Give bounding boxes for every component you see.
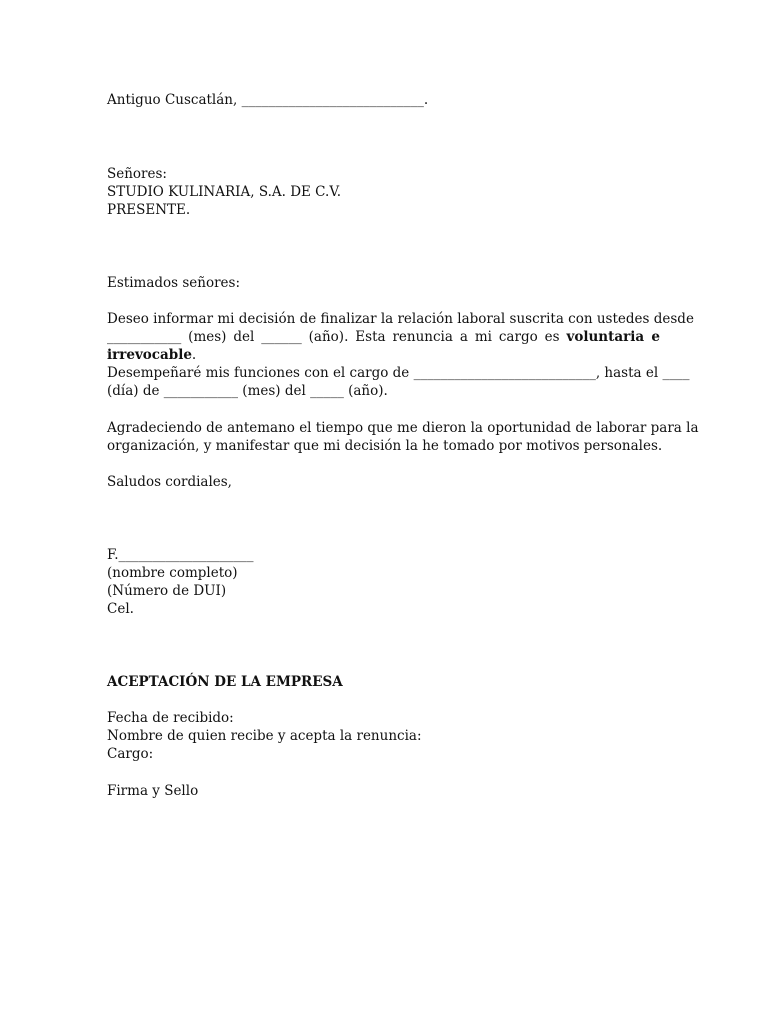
acceptance-heading: ACEPTACIÓN DE LA EMPRESA <box>107 674 343 690</box>
recipient-presente: PRESENTE. <box>107 202 191 218</box>
place-date-line: Antiguo Cuscatlán, ___________________________. <box>107 92 429 108</box>
paragraph1-line3 <box>107 346 196 364</box>
acceptance-firma: Firma y Sello <box>107 783 199 799</box>
signature-cel: Cel. <box>107 601 134 617</box>
closing: Saludos cordiales, <box>107 474 232 490</box>
acceptance-fecha: Fecha de recibido: <box>107 710 234 726</box>
paragraph1-line2-text: ___________ (mes) del ______ (año). Esta renuncia a mi cargo es <box>107 329 560 345</box>
recipient-company: STUDIO KULINARIA, S.A. DE C.V. <box>107 184 341 200</box>
paragraph3-line2: organización, y manifestar que mi decisión la he tomado por motivos personales. <box>107 438 663 454</box>
recipient-salutation: Señores: <box>107 166 167 182</box>
greeting: Estimados señores: <box>107 275 241 291</box>
paragraph1-line1: Deseo informar mi decisión de finalizar la relación laboral suscrita con ustedes desde <box>107 311 694 327</box>
paragraph1-line3-bold: irrevocable <box>107 347 192 363</box>
signature-name: (nombre completo) <box>107 565 238 581</box>
acceptance-nombre: Nombre de quien recibe y acepta la renuncia: <box>107 728 422 744</box>
signature-line: F.____________________ <box>107 547 254 563</box>
paragraph3-line1: Agradeciendo de antemano el tiempo que me dieron la oportunidad de laborar para la <box>107 420 699 436</box>
signature-dui: (Número de DUI) <box>107 583 227 599</box>
acceptance-cargo: Cargo: <box>107 746 154 762</box>
paragraph1-line3-end: . <box>191 347 197 363</box>
paragraph2-line1: Desempeñaré mis funciones con el cargo de ___________________________, hasta el ____ <box>107 365 690 381</box>
paragraph2-line2: (día) de ___________ (mes) del _____ (año). <box>107 383 388 399</box>
paragraph1-line2-bold: voluntaria e <box>566 329 661 345</box>
paragraph1-line2 <box>107 328 660 346</box>
